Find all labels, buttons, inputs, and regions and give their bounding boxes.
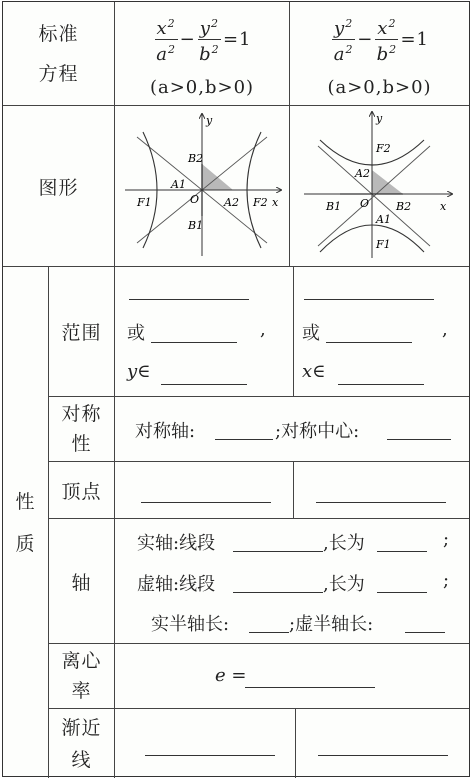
origin-label: O bbox=[190, 193, 200, 206]
label-line: 渐近 bbox=[61, 716, 102, 739]
answer-blank[interactable] bbox=[326, 322, 412, 343]
y-range-text: y∈ bbox=[127, 361, 151, 382]
answer-blank[interactable] bbox=[215, 419, 273, 440]
point-label: B1 bbox=[326, 200, 342, 213]
origin-label: O bbox=[360, 197, 370, 210]
vertex-cell-left bbox=[115, 462, 293, 518]
range-cell-left bbox=[115, 267, 293, 396]
axis-label: y bbox=[376, 112, 383, 125]
answer-blank[interactable] bbox=[249, 612, 289, 633]
eccentricity-text: e = bbox=[215, 665, 247, 686]
vertex-label: 顶点 bbox=[61, 480, 102, 503]
real-axis-text: 实轴:线段 bbox=[137, 533, 216, 554]
graph-horizontal bbox=[115, 106, 289, 266]
point-label: B1 bbox=[188, 219, 204, 232]
x-range-text: x∈ bbox=[302, 361, 326, 382]
answer-blank[interactable] bbox=[151, 322, 237, 343]
comma-text: , bbox=[260, 319, 266, 340]
equation-vertical bbox=[290, 2, 469, 105]
real-length-text: ,长为 bbox=[323, 533, 365, 554]
graph-vertical bbox=[290, 106, 469, 266]
label-line: 标准 bbox=[38, 22, 79, 45]
answer-blank[interactable] bbox=[338, 364, 424, 385]
label-line: 质 bbox=[15, 532, 36, 555]
semicolon-text: ; bbox=[443, 570, 450, 591]
axis-label: 轴 bbox=[71, 571, 92, 594]
real-half-text: 实半轴长: bbox=[151, 614, 230, 635]
imag-length-text: ,长为 bbox=[323, 574, 365, 595]
asymptote-cell-right bbox=[296, 709, 469, 778]
point-label: A2 bbox=[355, 167, 370, 180]
imag-half-text: ;虚半轴长: bbox=[289, 614, 374, 635]
point-label: A1 bbox=[376, 213, 391, 226]
point-label: B2 bbox=[396, 200, 412, 213]
answer-blank[interactable] bbox=[141, 482, 271, 503]
symmetry-axis-text: 对称轴: bbox=[135, 421, 196, 442]
point-label: B2 bbox=[188, 152, 204, 165]
answer-blank[interactable] bbox=[129, 279, 249, 300]
shaded-triangle bbox=[372, 170, 403, 194]
point-label: F2 bbox=[376, 142, 391, 155]
equation-condition: (a>0,b>0) bbox=[327, 76, 432, 98]
equation-formula: $\frac{x^2}{a^2}$ − $\frac{y^2}{b^2}$ =1 bbox=[153, 14, 252, 65]
answer-blank[interactable] bbox=[318, 735, 448, 756]
range-label: 范围 bbox=[61, 322, 102, 344]
answer-blank[interactable] bbox=[377, 572, 427, 593]
vertex-cell-right bbox=[294, 462, 469, 518]
equation-horizontal bbox=[115, 2, 289, 105]
asymptote-label bbox=[49, 709, 114, 778]
axis-label: x bbox=[272, 196, 279, 209]
hyperbola-table bbox=[2, 1, 470, 777]
label-line: 离心 bbox=[61, 650, 102, 672]
standard-equation-label bbox=[3, 2, 114, 105]
label-line: 率 bbox=[71, 680, 92, 702]
or-text: 或 bbox=[302, 323, 320, 344]
semicolon-text: ; bbox=[443, 529, 450, 550]
label-line: 性 bbox=[15, 490, 36, 513]
equation-formula: $\frac{y^2}{a^2}$ − $\frac{x^2}{b^2}$ =1 bbox=[330, 14, 429, 65]
eccentricity-cell bbox=[115, 644, 469, 708]
point-label: A2 bbox=[224, 196, 239, 209]
range-cell-right bbox=[294, 267, 469, 396]
answer-blank[interactable] bbox=[145, 735, 275, 756]
or-text: 或 bbox=[127, 323, 145, 344]
axis-label: x bbox=[440, 200, 447, 213]
eccentricity-label bbox=[49, 644, 114, 708]
axis-cell bbox=[115, 519, 469, 643]
hyperbola-vertical-graph bbox=[290, 106, 469, 266]
answer-blank[interactable] bbox=[387, 419, 451, 440]
answer-blank[interactable] bbox=[233, 531, 323, 552]
graph-label: 图形 bbox=[38, 176, 79, 199]
imag-axis-text: 虚轴:线段 bbox=[137, 574, 216, 595]
label-line: 线 bbox=[71, 748, 92, 771]
asymptote-cell-left bbox=[115, 709, 295, 778]
point-label: F2 bbox=[253, 196, 268, 209]
point-label: A1 bbox=[171, 178, 186, 191]
symmetry-cell bbox=[115, 397, 469, 461]
answer-blank[interactable] bbox=[405, 612, 445, 633]
answer-blank[interactable] bbox=[245, 667, 375, 688]
symmetry-center-text: ;对称中心: bbox=[275, 421, 360, 442]
point-label: F1 bbox=[376, 238, 391, 251]
comma-text: , bbox=[442, 319, 448, 340]
properties-label bbox=[3, 267, 48, 778]
answer-blank[interactable] bbox=[233, 572, 323, 593]
hyperbola-horizontal-graph bbox=[115, 106, 289, 266]
axis-label: y bbox=[206, 114, 213, 127]
answer-blank[interactable] bbox=[161, 364, 247, 385]
symmetry-label bbox=[49, 397, 114, 461]
label-line: 对称 bbox=[61, 403, 102, 425]
answer-blank[interactable] bbox=[304, 279, 434, 300]
label-line: 性 bbox=[71, 433, 92, 455]
point-label: F1 bbox=[137, 196, 152, 209]
answer-blank[interactable] bbox=[316, 482, 446, 503]
label-line: 方程 bbox=[38, 62, 79, 85]
equation-condition: (a>0,b>0) bbox=[149, 76, 255, 98]
answer-blank[interactable] bbox=[377, 531, 427, 552]
